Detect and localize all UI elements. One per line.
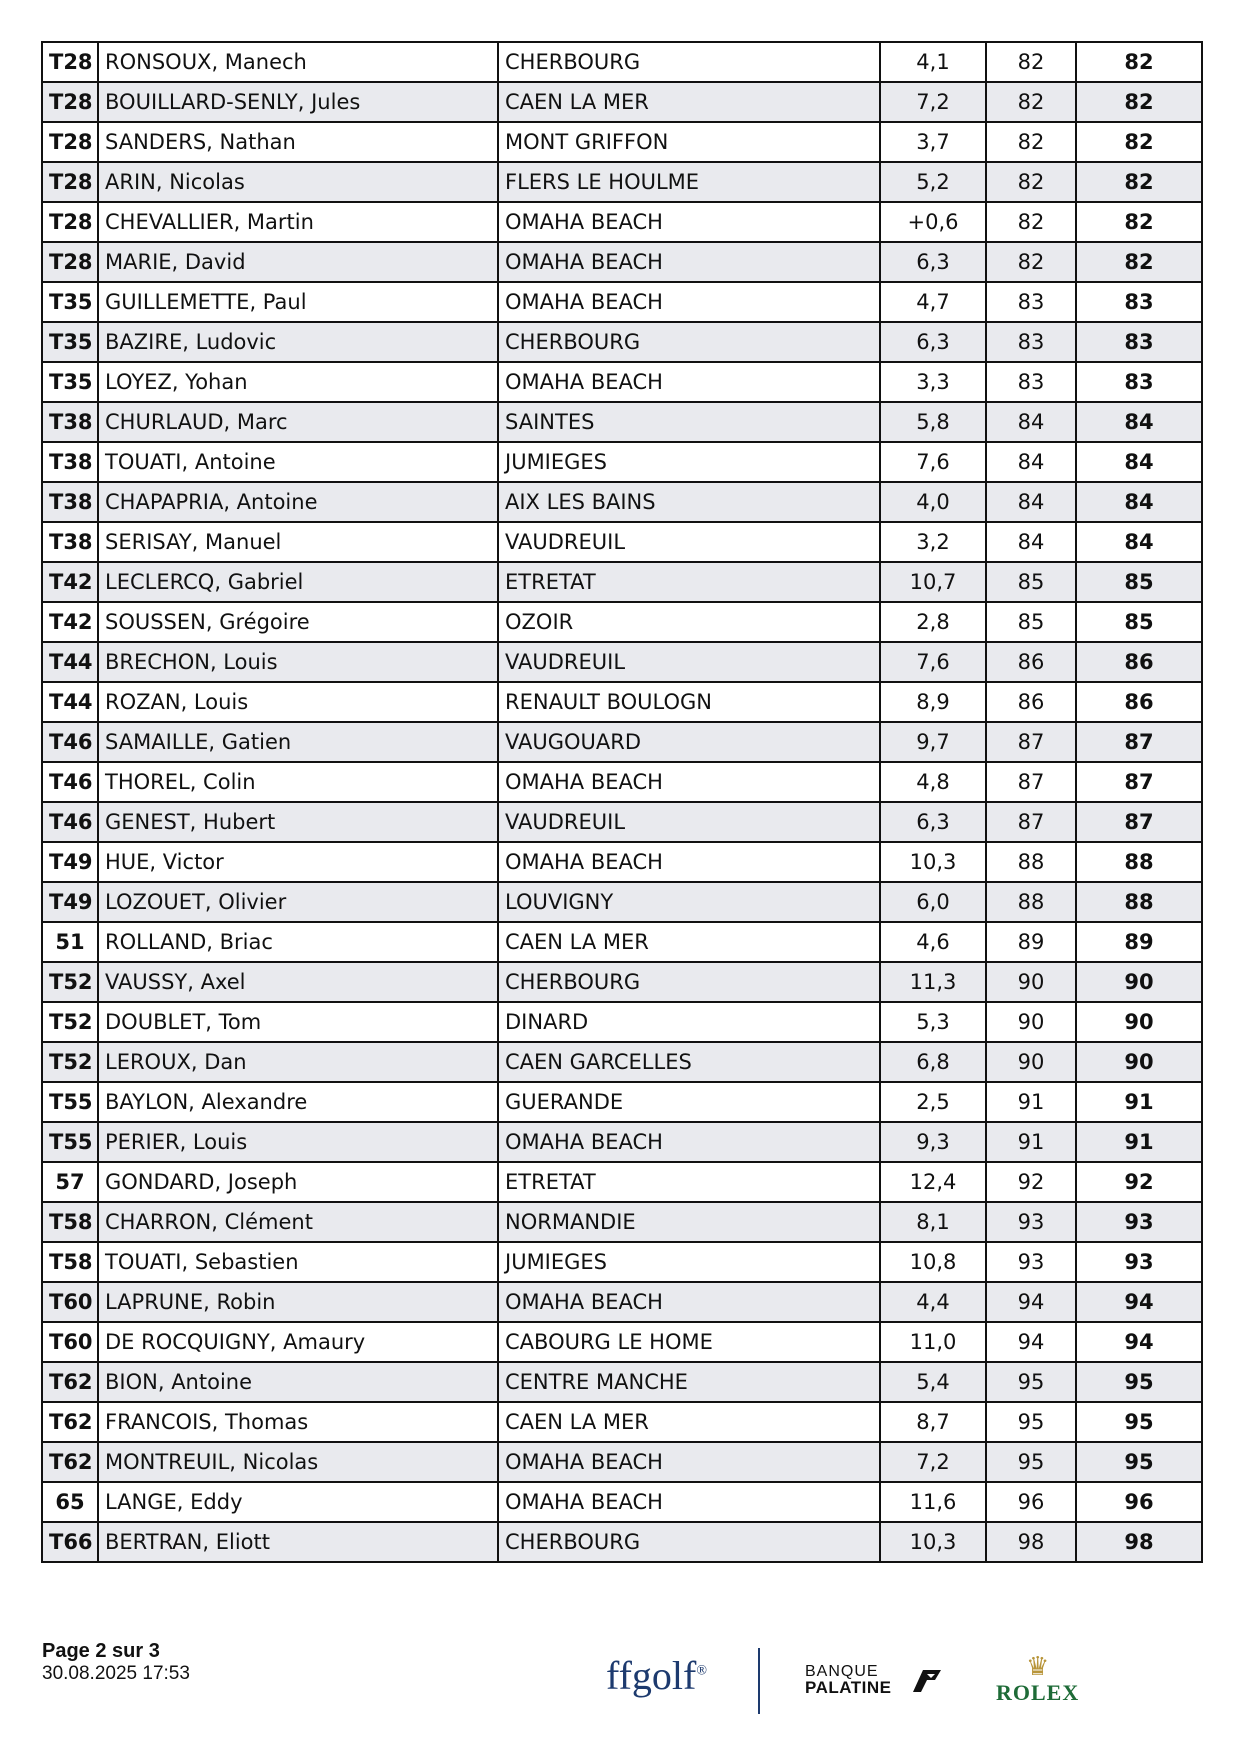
score-cell: 95	[986, 1402, 1076, 1442]
registered-mark: ®	[696, 1663, 707, 1679]
total-cell: 83	[1076, 282, 1202, 322]
handicap-cell: 8,1	[880, 1202, 986, 1242]
total-cell: 93	[1076, 1242, 1202, 1282]
score-cell: 86	[986, 682, 1076, 722]
table-row	[42, 82, 1202, 122]
player-name-cell: SERISAY, Manuel	[98, 522, 498, 562]
handicap-cell: 9,7	[880, 722, 986, 762]
club-cell: VAUGOUARD	[498, 722, 880, 762]
club-cell: DINARD	[498, 1002, 880, 1042]
score-cell: 95	[986, 1362, 1076, 1402]
position-cell: T49	[42, 882, 98, 922]
total-cell: 82	[1076, 42, 1202, 82]
total-cell: 90	[1076, 1042, 1202, 1082]
player-name-cell: BAZIRE, Ludovic	[98, 322, 498, 362]
handicap-cell: 3,2	[880, 522, 986, 562]
club-cell: OMAHA BEACH	[498, 762, 880, 802]
banque-palatine-logo	[805, 1664, 891, 1696]
position-cell: T35	[42, 362, 98, 402]
total-cell: 86	[1076, 642, 1202, 682]
score-cell: 83	[986, 282, 1076, 322]
position-cell: T38	[42, 442, 98, 482]
table-row	[42, 1002, 1202, 1042]
position-cell: T52	[42, 1002, 98, 1042]
handicap-cell: 5,2	[880, 162, 986, 202]
table-row	[42, 1442, 1202, 1482]
score-cell: 84	[986, 442, 1076, 482]
position-cell: T52	[42, 1042, 98, 1082]
total-cell: 82	[1076, 242, 1202, 282]
table-row	[42, 162, 1202, 202]
score-cell: 85	[986, 562, 1076, 602]
score-cell: 82	[986, 162, 1076, 202]
handicap-cell: 10,3	[880, 1522, 986, 1562]
score-cell: 85	[986, 602, 1076, 642]
position-cell: T46	[42, 722, 98, 762]
position-cell: T44	[42, 682, 98, 722]
player-name-cell: GONDARD, Joseph	[98, 1162, 498, 1202]
club-cell: OMAHA BEACH	[498, 282, 880, 322]
player-name-cell: GUILLEMETTE, Paul	[98, 282, 498, 322]
player-name-cell: PERIER, Louis	[98, 1122, 498, 1162]
total-cell: 87	[1076, 762, 1202, 802]
handicap-cell: 4,6	[880, 922, 986, 962]
position-cell: T28	[42, 42, 98, 82]
club-cell: VAUDREUIL	[498, 642, 880, 682]
table-row	[42, 122, 1202, 162]
handicap-cell: 6,3	[880, 322, 986, 362]
score-cell: 82	[986, 42, 1076, 82]
player-name-cell: MARIE, David	[98, 242, 498, 282]
position-cell: T28	[42, 82, 98, 122]
club-cell: GUERANDE	[498, 1082, 880, 1122]
player-name-cell: TOUATI, Sebastien	[98, 1242, 498, 1282]
club-cell: OMAHA BEACH	[498, 1282, 880, 1322]
total-cell: 84	[1076, 442, 1202, 482]
table-row	[42, 1042, 1202, 1082]
position-cell: T55	[42, 1122, 98, 1162]
handicap-cell: 4,0	[880, 482, 986, 522]
handicap-cell: 10,3	[880, 842, 986, 882]
player-name-cell: ARIN, Nicolas	[98, 162, 498, 202]
position-cell: T62	[42, 1362, 98, 1402]
club-cell: OMAHA BEACH	[498, 1442, 880, 1482]
score-cell: 90	[986, 1002, 1076, 1042]
total-cell: 90	[1076, 1002, 1202, 1042]
table-row	[42, 1242, 1202, 1282]
club-cell: CAEN GARCELLES	[498, 1042, 880, 1082]
table-row	[42, 322, 1202, 362]
total-cell: 84	[1076, 402, 1202, 442]
table-row	[42, 1322, 1202, 1362]
handicap-cell: 6,3	[880, 242, 986, 282]
score-cell: 87	[986, 802, 1076, 842]
position-cell: T60	[42, 1282, 98, 1322]
player-name-cell: BION, Antoine	[98, 1362, 498, 1402]
club-cell: CHERBOURG	[498, 962, 880, 1002]
total-cell: 95	[1076, 1442, 1202, 1482]
club-cell: VAUDREUIL	[498, 522, 880, 562]
total-cell: 82	[1076, 122, 1202, 162]
player-name-cell: SAMAILLE, Gatien	[98, 722, 498, 762]
table-row	[42, 362, 1202, 402]
table-row	[42, 922, 1202, 962]
club-cell: LOUVIGNY	[498, 882, 880, 922]
player-name-cell: MONTREUIL, Nicolas	[98, 1442, 498, 1482]
score-cell: 94	[986, 1322, 1076, 1362]
ffgolf-logo-text: ffgolf	[606, 1653, 697, 1698]
results-table-body	[42, 42, 1202, 1562]
total-cell: 83	[1076, 322, 1202, 362]
score-cell: 95	[986, 1442, 1076, 1482]
position-cell: T28	[42, 242, 98, 282]
total-cell: 82	[1076, 202, 1202, 242]
handicap-cell: 3,3	[880, 362, 986, 402]
table-row	[42, 1282, 1202, 1322]
table-row	[42, 602, 1202, 642]
handicap-cell: 3,7	[880, 122, 986, 162]
page-number: Page 2 sur 3	[42, 1640, 160, 1662]
handicap-cell: 6,0	[880, 882, 986, 922]
club-cell: CHERBOURG	[498, 322, 880, 362]
banque-logo-line2: PALATINE	[805, 1678, 892, 1697]
club-cell: CAEN LA MER	[498, 1402, 880, 1442]
position-cell: T28	[42, 122, 98, 162]
position-cell: 65	[42, 1482, 98, 1522]
table-row	[42, 562, 1202, 602]
score-cell: 92	[986, 1162, 1076, 1202]
club-cell: CAEN LA MER	[498, 922, 880, 962]
player-name-cell: LOZOUET, Olivier	[98, 882, 498, 922]
handicap-cell: 5,3	[880, 1002, 986, 1042]
table-row	[42, 962, 1202, 1002]
position-cell: T42	[42, 562, 98, 602]
handicap-cell: 11,0	[880, 1322, 986, 1362]
score-cell: 82	[986, 82, 1076, 122]
total-cell: 82	[1076, 162, 1202, 202]
club-cell: OMAHA BEACH	[498, 362, 880, 402]
handicap-cell: 4,8	[880, 762, 986, 802]
score-cell: 87	[986, 722, 1076, 762]
handicap-cell: 12,4	[880, 1162, 986, 1202]
score-cell: 87	[986, 762, 1076, 802]
club-cell: OMAHA BEACH	[498, 202, 880, 242]
player-name-cell: LANGE, Eddy	[98, 1482, 498, 1522]
club-cell: CHERBOURG	[498, 42, 880, 82]
player-name-cell: ROLLAND, Briac	[98, 922, 498, 962]
player-name-cell: LAPRUNE, Robin	[98, 1282, 498, 1322]
score-cell: 88	[986, 882, 1076, 922]
table-row	[42, 722, 1202, 762]
club-cell: JUMIEGES	[498, 1242, 880, 1282]
table-row	[42, 402, 1202, 442]
total-cell: 89	[1076, 922, 1202, 962]
results-table	[41, 41, 1203, 1563]
table-row	[42, 1162, 1202, 1202]
player-name-cell: LEROUX, Dan	[98, 1042, 498, 1082]
score-cell: 84	[986, 402, 1076, 442]
total-cell: 95	[1076, 1362, 1202, 1402]
handicap-cell: 2,5	[880, 1082, 986, 1122]
position-cell: T38	[42, 522, 98, 562]
total-cell: 96	[1076, 1482, 1202, 1522]
position-cell: T46	[42, 802, 98, 842]
player-name-cell: RONSOUX, Manech	[98, 42, 498, 82]
player-name-cell: SOUSSEN, Grégoire	[98, 602, 498, 642]
total-cell: 88	[1076, 882, 1202, 922]
position-cell: T58	[42, 1242, 98, 1282]
table-row	[42, 682, 1202, 722]
page-footer	[42, 1640, 190, 1685]
table-row	[42, 1202, 1202, 1242]
total-cell: 93	[1076, 1202, 1202, 1242]
score-cell: 84	[986, 482, 1076, 522]
ffgolf-logo	[606, 1652, 707, 1699]
score-cell: 86	[986, 642, 1076, 682]
score-cell: 94	[986, 1282, 1076, 1322]
rolex-logo-text: ROLEX	[996, 1680, 1080, 1705]
total-cell: 91	[1076, 1082, 1202, 1122]
player-name-cell: LECLERCQ, Gabriel	[98, 562, 498, 602]
rolex-logo	[996, 1654, 1079, 1706]
player-name-cell: CHAPAPRIA, Antoine	[98, 482, 498, 522]
position-cell: T66	[42, 1522, 98, 1562]
club-cell: NORMANDIE	[498, 1202, 880, 1242]
table-row	[42, 1122, 1202, 1162]
total-cell: 85	[1076, 562, 1202, 602]
club-cell: AIX LES BAINS	[498, 482, 880, 522]
club-cell: CAEN LA MER	[498, 82, 880, 122]
player-name-cell: ROZAN, Louis	[98, 682, 498, 722]
crown-icon: ♛	[1025, 1652, 1050, 1681]
total-cell: 94	[1076, 1282, 1202, 1322]
table-row	[42, 802, 1202, 842]
player-name-cell: FRANCOIS, Thomas	[98, 1402, 498, 1442]
position-cell: T52	[42, 962, 98, 1002]
banque-logo-line1: BANQUE	[805, 1663, 879, 1680]
position-cell: T28	[42, 162, 98, 202]
position-cell: T28	[42, 202, 98, 242]
table-row	[42, 1082, 1202, 1122]
handicap-cell: 4,4	[880, 1282, 986, 1322]
total-cell: 94	[1076, 1322, 1202, 1362]
total-cell: 86	[1076, 682, 1202, 722]
player-name-cell: CHARRON, Clément	[98, 1202, 498, 1242]
total-cell: 84	[1076, 522, 1202, 562]
player-name-cell: TOUATI, Antoine	[98, 442, 498, 482]
position-cell: T62	[42, 1442, 98, 1482]
player-name-cell: BRECHON, Louis	[98, 642, 498, 682]
handicap-cell: 7,2	[880, 82, 986, 122]
score-cell: 84	[986, 522, 1076, 562]
table-row	[42, 882, 1202, 922]
club-cell: ETRETAT	[498, 1162, 880, 1202]
total-cell: 90	[1076, 962, 1202, 1002]
table-row	[42, 42, 1202, 82]
table-row	[42, 1482, 1202, 1522]
position-cell: T49	[42, 842, 98, 882]
total-cell: 84	[1076, 482, 1202, 522]
score-cell: 82	[986, 202, 1076, 242]
score-cell: 88	[986, 842, 1076, 882]
handicap-cell: 8,7	[880, 1402, 986, 1442]
handicap-cell: 6,8	[880, 1042, 986, 1082]
total-cell: 95	[1076, 1402, 1202, 1442]
score-cell: 89	[986, 922, 1076, 962]
total-cell: 82	[1076, 82, 1202, 122]
table-row	[42, 1402, 1202, 1442]
print-datetime: 30.08.2025 17:53	[42, 1663, 190, 1684]
handicap-cell: 7,2	[880, 1442, 986, 1482]
handicap-cell: 9,3	[880, 1122, 986, 1162]
table-row	[42, 482, 1202, 522]
club-cell: OMAHA BEACH	[498, 1482, 880, 1522]
club-cell: MONT GRIFFON	[498, 122, 880, 162]
position-cell: T55	[42, 1082, 98, 1122]
score-cell: 83	[986, 362, 1076, 402]
score-cell: 91	[986, 1122, 1076, 1162]
player-name-cell: LOYEZ, Yohan	[98, 362, 498, 402]
table-row	[42, 642, 1202, 682]
club-cell: FLERS LE HOULME	[498, 162, 880, 202]
total-cell: 87	[1076, 802, 1202, 842]
position-cell: 51	[42, 922, 98, 962]
handicap-cell: 11,6	[880, 1482, 986, 1522]
club-cell: JUMIEGES	[498, 442, 880, 482]
player-name-cell: HUE, Victor	[98, 842, 498, 882]
player-name-cell: DOUBLET, Tom	[98, 1002, 498, 1042]
player-name-cell: DE ROCQUIGNY, Amaury	[98, 1322, 498, 1362]
handicap-cell: 6,3	[880, 802, 986, 842]
player-name-cell: BERTRAN, Eliott	[98, 1522, 498, 1562]
position-cell: T60	[42, 1322, 98, 1362]
palatine-emblem-icon	[909, 1666, 943, 1696]
handicap-cell: 7,6	[880, 642, 986, 682]
position-cell: T58	[42, 1202, 98, 1242]
player-name-cell: BAYLON, Alexandre	[98, 1082, 498, 1122]
handicap-cell: +0,6	[880, 202, 986, 242]
player-name-cell: SANDERS, Nathan	[98, 122, 498, 162]
table-row	[42, 202, 1202, 242]
table-row	[42, 242, 1202, 282]
position-cell: T62	[42, 1402, 98, 1442]
score-cell: 90	[986, 962, 1076, 1002]
position-cell: T38	[42, 402, 98, 442]
club-cell: OMAHA BEACH	[498, 1122, 880, 1162]
table-row	[42, 1362, 1202, 1402]
club-cell: CABOURG LE HOME	[498, 1322, 880, 1362]
score-cell: 93	[986, 1202, 1076, 1242]
club-cell: OMAHA BEACH	[498, 842, 880, 882]
total-cell: 83	[1076, 362, 1202, 402]
position-cell: T46	[42, 762, 98, 802]
club-cell: OZOIR	[498, 602, 880, 642]
score-cell: 93	[986, 1242, 1076, 1282]
table-row	[42, 442, 1202, 482]
club-cell: RENAULT BOULOGN	[498, 682, 880, 722]
player-name-cell: CHEVALLIER, Martin	[98, 202, 498, 242]
position-cell: T35	[42, 282, 98, 322]
handicap-cell: 4,1	[880, 42, 986, 82]
player-name-cell: VAUSSY, Axel	[98, 962, 498, 1002]
score-cell: 91	[986, 1082, 1076, 1122]
club-cell: CENTRE MANCHE	[498, 1362, 880, 1402]
club-cell: SAINTES	[498, 402, 880, 442]
position-cell: T44	[42, 642, 98, 682]
total-cell: 85	[1076, 602, 1202, 642]
score-cell: 82	[986, 122, 1076, 162]
total-cell: 98	[1076, 1522, 1202, 1562]
table-row	[42, 522, 1202, 562]
score-cell: 90	[986, 1042, 1076, 1082]
table-row	[42, 842, 1202, 882]
position-cell: T35	[42, 322, 98, 362]
handicap-cell: 7,6	[880, 442, 986, 482]
handicap-cell: 5,4	[880, 1362, 986, 1402]
club-cell: VAUDREUIL	[498, 802, 880, 842]
table-row	[42, 282, 1202, 322]
club-cell: CHERBOURG	[498, 1522, 880, 1562]
score-cell: 82	[986, 242, 1076, 282]
player-name-cell: THOREL, Colin	[98, 762, 498, 802]
logo-divider	[758, 1648, 760, 1714]
club-cell: ETRETAT	[498, 562, 880, 602]
score-cell: 98	[986, 1522, 1076, 1562]
total-cell: 88	[1076, 842, 1202, 882]
handicap-cell: 2,8	[880, 602, 986, 642]
handicap-cell: 4,7	[880, 282, 986, 322]
handicap-cell: 10,7	[880, 562, 986, 602]
table-row	[42, 762, 1202, 802]
position-cell: T42	[42, 602, 98, 642]
handicap-cell: 5,8	[880, 402, 986, 442]
club-cell: OMAHA BEACH	[498, 242, 880, 282]
score-cell: 96	[986, 1482, 1076, 1522]
handicap-cell: 10,8	[880, 1242, 986, 1282]
score-cell: 83	[986, 322, 1076, 362]
position-cell: T38	[42, 482, 98, 522]
position-cell: 57	[42, 1162, 98, 1202]
player-name-cell: BOUILLARD-SENLY, Jules	[98, 82, 498, 122]
player-name-cell: GENEST, Hubert	[98, 802, 498, 842]
handicap-cell: 11,3	[880, 962, 986, 1002]
total-cell: 91	[1076, 1122, 1202, 1162]
total-cell: 92	[1076, 1162, 1202, 1202]
table-row	[42, 1522, 1202, 1562]
player-name-cell: CHURLAUD, Marc	[98, 402, 498, 442]
total-cell: 87	[1076, 722, 1202, 762]
handicap-cell: 8,9	[880, 682, 986, 722]
